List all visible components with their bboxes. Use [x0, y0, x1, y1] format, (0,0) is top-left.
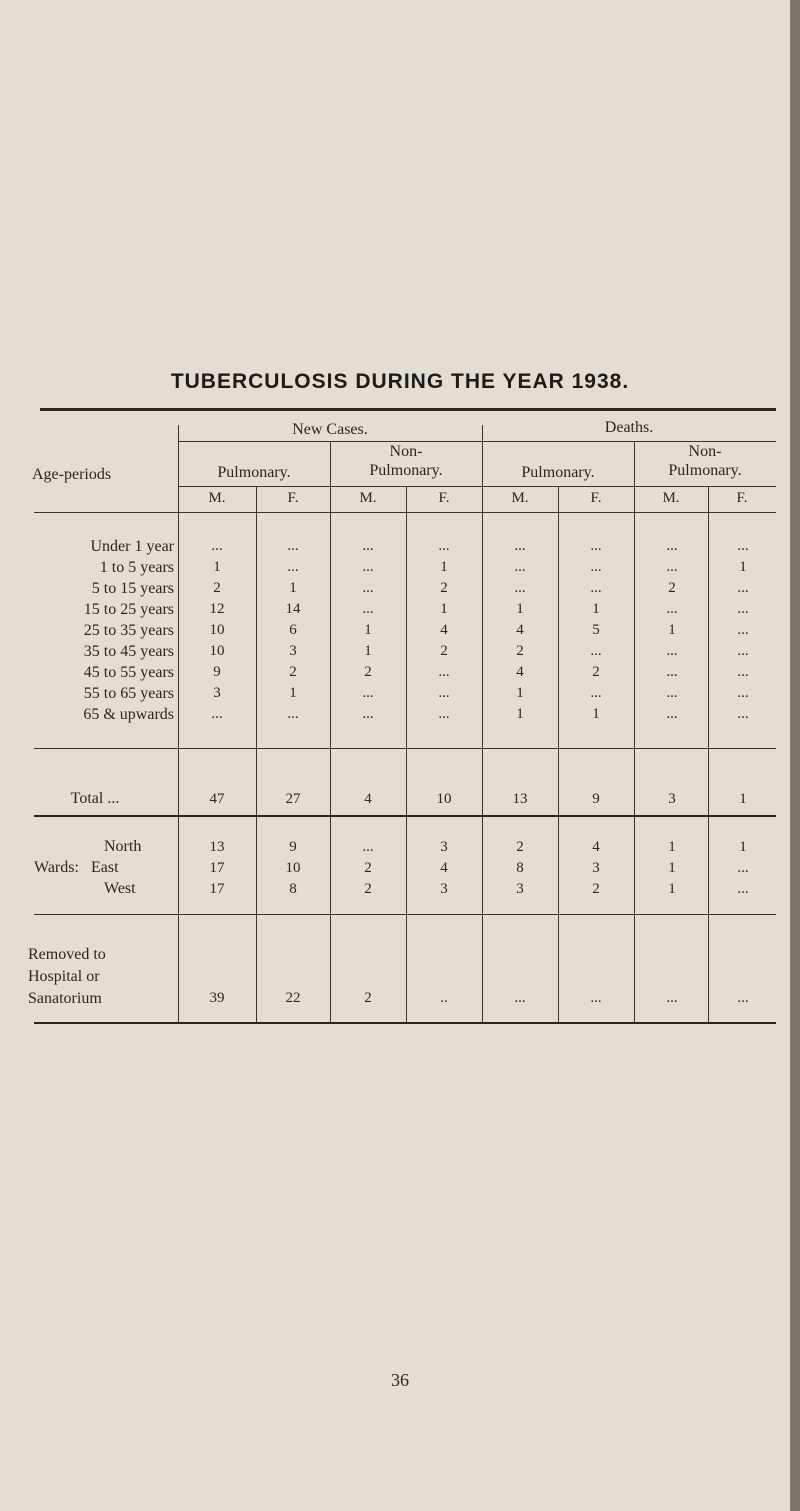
table-cell: 13: [209, 839, 225, 855]
column-divider-7: [634, 441, 635, 1022]
table-cell: 2: [364, 881, 372, 897]
table-cell: ...: [590, 538, 602, 554]
age-row-label: 5 to 15 years: [91, 580, 174, 597]
column-divider-3: [330, 441, 331, 1022]
table-cell: 4: [592, 839, 600, 855]
table-cell: 1: [440, 559, 448, 575]
removed-rule: [34, 914, 776, 915]
age-row-label: 55 to 65 years: [83, 685, 174, 702]
table-cell: 10: [436, 791, 452, 807]
table-cell: 4: [440, 622, 448, 638]
age-periods-header: Age-periods: [32, 466, 112, 483]
column-divider-5: [482, 425, 483, 1022]
table-cell: 1: [592, 706, 600, 722]
table-cell: 2: [592, 881, 600, 897]
table-cell: ...: [737, 601, 749, 617]
table-cell: 1: [364, 622, 372, 638]
table-cell: ...: [666, 685, 678, 701]
table-cell: ...: [438, 685, 450, 701]
table-cell: 2: [213, 580, 221, 596]
col-m-2: M.: [359, 490, 377, 506]
table-cell: ...: [362, 538, 374, 554]
table-cell: ...: [514, 580, 526, 596]
total-label: Total ...: [70, 790, 120, 807]
table-cell: ...: [737, 990, 749, 1006]
table-cell: 2: [440, 580, 448, 596]
top-rule: [40, 408, 776, 411]
table-title: TUBERCULOSIS DURING THE YEAR 1938.: [170, 370, 630, 393]
column-divider-1: [178, 425, 179, 1022]
col-m-1: M.: [208, 490, 226, 506]
table-cell: ...: [590, 685, 602, 701]
age-row-label: Under 1 year: [90, 538, 174, 555]
page-edge: [790, 0, 800, 1511]
page-number: 36: [391, 1370, 409, 1390]
new-non-header-line2: Pulmonary.: [369, 462, 443, 479]
age-row-label: 25 to 35 years: [83, 622, 174, 639]
table-cell: ...: [287, 706, 299, 722]
table-cell: ...: [590, 643, 602, 659]
table-cell: 9: [213, 664, 221, 680]
table-cell: ...: [211, 538, 223, 554]
new-cases-header: New Cases.: [292, 421, 368, 438]
table-cell: ..: [440, 990, 448, 1006]
table-cell: 1: [516, 601, 524, 617]
table-cell: 2: [364, 990, 372, 1006]
removed-label-line3: Sanatorium: [28, 990, 102, 1007]
table-cell: 17: [209, 881, 225, 897]
table-cell: 1: [592, 601, 600, 617]
wards-rule: [34, 815, 776, 817]
table-cell: 4: [440, 860, 448, 876]
table-cell: ...: [287, 538, 299, 554]
table-cell: ...: [737, 860, 749, 876]
table-cell: 14: [285, 601, 301, 617]
table-cell: 2: [516, 643, 524, 659]
table-cell: ...: [362, 601, 374, 617]
table-cell: 6: [289, 622, 297, 638]
table-cell: 1: [668, 622, 676, 638]
table-cell: ...: [514, 538, 526, 554]
table-cell: 4: [516, 622, 524, 638]
header-rule-3: [34, 512, 776, 513]
table-cell: 2: [364, 664, 372, 680]
table-cell: 3: [289, 643, 297, 659]
table-cell: ...: [737, 538, 749, 554]
header-rule-1: [178, 441, 776, 442]
table-cell: 9: [592, 791, 600, 807]
table-cell: 1: [289, 580, 297, 596]
table-cell: 3: [516, 881, 524, 897]
table-cell: 1: [739, 839, 747, 855]
table-cell: ...: [737, 580, 749, 596]
table-cell: 8: [289, 881, 297, 897]
deaths-pulmonary-header: Pulmonary.: [521, 464, 595, 481]
table-cell: 1: [668, 881, 676, 897]
table-cell: ...: [666, 559, 678, 575]
removed-label-line1: Removed to: [28, 946, 106, 963]
table-cell: 2: [364, 860, 372, 876]
table-cell: ...: [362, 706, 374, 722]
new-non-header-line1: Non-: [389, 443, 423, 460]
age-row-label: 35 to 45 years: [83, 643, 174, 660]
table-cell: 1: [516, 706, 524, 722]
table-cell: 3: [668, 791, 676, 807]
total-rule: [34, 748, 776, 749]
table-cell: ...: [737, 706, 749, 722]
deaths-header: Deaths.: [604, 419, 654, 436]
table-cell: 47: [209, 791, 225, 807]
removed-label-line2: Hospital or: [28, 968, 100, 985]
deaths-non-header-line1: Non-: [688, 443, 722, 460]
table-cell: ...: [737, 664, 749, 680]
table-cell: 1: [668, 839, 676, 855]
bottom-rule: [34, 1022, 776, 1024]
table-cell: 22: [285, 990, 301, 1006]
table-cell: ...: [666, 643, 678, 659]
age-row-label: 45 to 55 years: [83, 664, 174, 681]
table-cell: 2: [592, 664, 600, 680]
header-rule-2: [178, 486, 776, 487]
table-cell: ...: [514, 990, 526, 1006]
table-cell: 27: [285, 791, 301, 807]
col-m-4: M.: [662, 490, 680, 506]
table-cell: 10: [285, 860, 301, 876]
table-cell: 1: [668, 860, 676, 876]
table-cell: 13: [512, 791, 528, 807]
age-row-label: 1 to 5 years: [99, 559, 174, 576]
table-cell: 1: [440, 601, 448, 617]
table-cell: ...: [666, 706, 678, 722]
table-cell: 8: [516, 860, 524, 876]
table-cell: 1: [516, 685, 524, 701]
table-cell: ...: [362, 685, 374, 701]
table-cell: 10: [209, 622, 225, 638]
col-f-3: F.: [590, 490, 602, 506]
table-cell: 1: [739, 559, 747, 575]
table-cell: 1: [213, 559, 221, 575]
ward-west-label: West: [104, 880, 136, 897]
table-cell: 17: [209, 860, 225, 876]
col-f-4: F.: [736, 490, 748, 506]
table-cell: ...: [514, 559, 526, 575]
table-cell: ...: [438, 706, 450, 722]
table-cell: ...: [737, 643, 749, 659]
table-cell: 12: [209, 601, 225, 617]
table-cell: 2: [289, 664, 297, 680]
new-pulmonary-header: Pulmonary.: [217, 464, 291, 481]
table-cell: 4: [516, 664, 524, 680]
table-cell: ...: [666, 601, 678, 617]
table-cell: 39: [209, 990, 225, 1006]
table-cell: ...: [590, 990, 602, 1006]
table-cell: ...: [666, 990, 678, 1006]
table-cell: 1: [289, 685, 297, 701]
col-m-3: M.: [511, 490, 529, 506]
deaths-non-header-line2: Pulmonary.: [668, 462, 742, 479]
age-row-label: 65 & upwards: [83, 706, 174, 723]
table-cell: ...: [211, 706, 223, 722]
table-cell: ...: [666, 538, 678, 554]
table-cell: ...: [666, 664, 678, 680]
table-cell: 3: [213, 685, 221, 701]
table-cell: 3: [440, 839, 448, 855]
table-cell: 2: [440, 643, 448, 659]
wards-label: Wards:: [34, 859, 79, 876]
col-f-1: F.: [287, 490, 299, 506]
table-cell: 1: [364, 643, 372, 659]
table-cell: ...: [438, 664, 450, 680]
ward-north-label: North: [104, 838, 142, 855]
table-cell: ...: [362, 559, 374, 575]
table-cell: 3: [440, 881, 448, 897]
table-cell: ...: [737, 685, 749, 701]
table-cell: ...: [590, 559, 602, 575]
table-cell: 2: [516, 839, 524, 855]
table-cell: 4: [364, 791, 372, 807]
table-cell: 9: [289, 839, 297, 855]
table-cell: ...: [438, 538, 450, 554]
table-cell: ...: [590, 580, 602, 596]
table-cell: ...: [362, 580, 374, 596]
table-cell: ...: [287, 559, 299, 575]
table-cell: 1: [739, 791, 747, 807]
table-cell: ...: [737, 881, 749, 897]
table-cell: ...: [362, 839, 374, 855]
table-cell: ...: [737, 622, 749, 638]
table-cell: 3: [592, 860, 600, 876]
table-cell: 10: [209, 643, 225, 659]
table-cell: 5: [592, 622, 600, 638]
age-row-label: 15 to 25 years: [83, 601, 174, 618]
col-f-2: F.: [438, 490, 450, 506]
ward-east-label: East: [91, 859, 119, 876]
table-cell: 2: [668, 580, 676, 596]
